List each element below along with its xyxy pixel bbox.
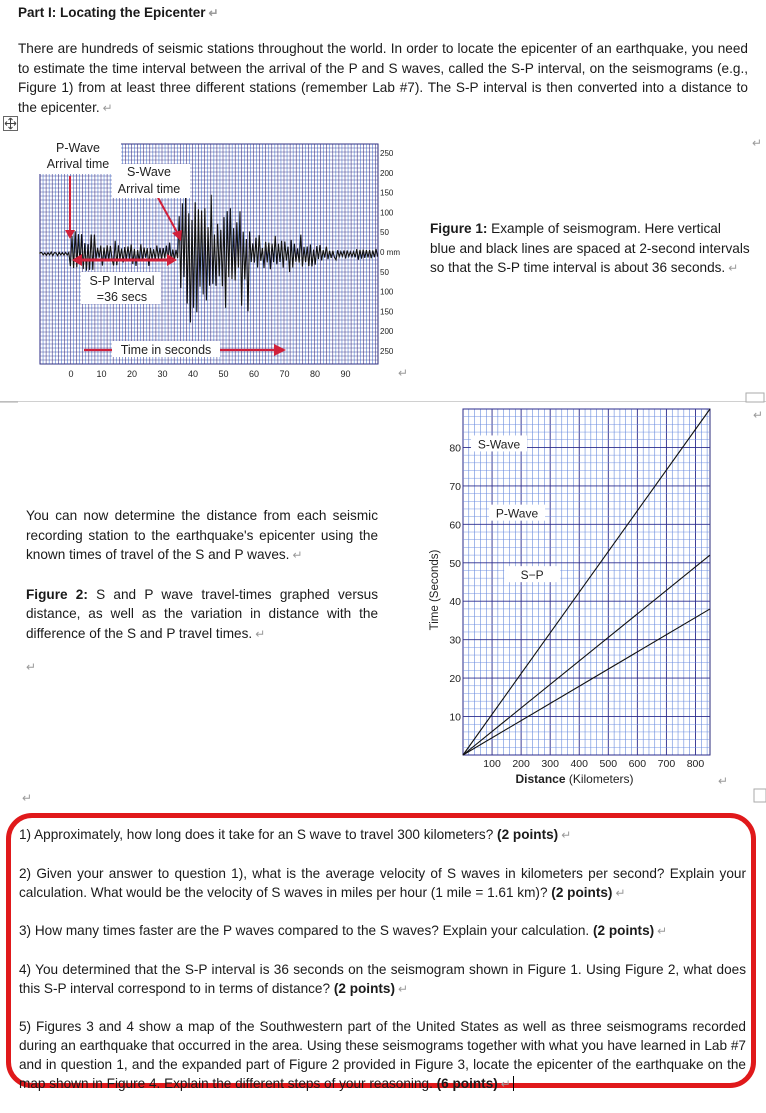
question-3-points: (2 points) — [592, 923, 655, 938]
figure2-caption-paragraph — [26, 585, 378, 645]
figure1-caption-label: Figure 1: — [430, 221, 488, 236]
intro-text: There are hundreds of seismic stations throughout the world. In order to locate the epicenter of an earthquake, you need to estimate the time interval between the arrival of the P and S waves, called the S-P interval, on the seismograms (e.g., Figure 1) from at least three different stations (remember Lab #7). The S-P interval is then converted into a distance to the epicenter. — [18, 41, 748, 115]
seismogram-x-tick: 40 — [187, 369, 199, 379]
seismogram-x-tick: 80 — [309, 369, 321, 379]
time-axis-label: Time in seconds — [120, 343, 212, 357]
x-axis-label: Distance (Kilometers) — [515, 772, 634, 786]
seismogram-amplitude-tick: 50 — [380, 228, 389, 238]
margin-corner-icon — [752, 788, 766, 804]
question-1-text: 1) Approximately, how long does it take for an S wave to travel 300 kilometers? — [19, 827, 498, 842]
seismogram-amplitude-tick: 200 — [380, 327, 394, 337]
question-3 — [19, 921, 746, 941]
seismogram-amplitude-tick: 0 mm — [380, 248, 400, 257]
paragraph-mark: ↵ — [500, 1077, 511, 1091]
figure2-chart — [420, 405, 730, 790]
series-label-1: S-Wave — [477, 437, 521, 452]
x-tick-label: 600 — [628, 758, 647, 770]
y-tick-label: 20 — [449, 673, 461, 686]
margin-corner-icon — [0, 392, 20, 404]
seismogram-amplitude-tick: 250 — [380, 149, 394, 158]
seismogram-amplitude-tick: 150 — [380, 307, 394, 317]
series-label-2: P-Wave — [495, 506, 539, 521]
seismogram-amplitude-tick: 100 — [380, 287, 394, 297]
y-tick-label: 40 — [449, 596, 461, 609]
section-title — [18, 5, 219, 20]
question-1 — [19, 825, 746, 845]
question-5 — [19, 1017, 746, 1094]
y-tick-label: 50 — [449, 557, 461, 570]
seismogram-x-tick: 20 — [126, 369, 138, 379]
p-wave-label: P-Wave — [56, 141, 100, 155]
seismogram-amplitude-tick: 150 — [380, 188, 394, 198]
paragraph-mark: ↵ — [102, 100, 113, 115]
paragraph-mark: ↵ — [718, 774, 729, 788]
question-4-points: (2 points) — [333, 980, 395, 996]
paragraph-mark: ↵ — [728, 261, 739, 275]
x-tick-label: 300 — [541, 758, 559, 770]
seismogram-x-tick: 10 — [96, 369, 107, 379]
figure2-caption — [26, 506, 378, 644]
seismogram-x-tick: 90 — [340, 369, 351, 379]
question-5-points: (6 points) — [436, 1076, 498, 1091]
question-2 — [19, 864, 746, 903]
x-tick-label: 100 — [483, 758, 501, 770]
margin-corner-icon — [744, 392, 766, 404]
question-2-points: (2 points) — [551, 884, 613, 900]
x-tick-label: 700 — [657, 758, 676, 770]
s-wave-label: S-Wave — [127, 165, 171, 179]
paragraph-mark: ↵ — [615, 885, 626, 900]
figure1-caption — [430, 219, 750, 279]
seismogram-x-tick: 30 — [157, 369, 168, 379]
series-label-3: S−P — [520, 568, 544, 583]
x-tick-label: 200 — [512, 758, 530, 770]
paragraph-mark: ↵ — [255, 626, 266, 641]
question-1-points: (2 points) — [497, 827, 559, 842]
seismogram-amplitude-tick: 200 — [380, 168, 394, 178]
seismogram-amplitude-tick: 250 — [380, 347, 394, 356]
paragraph-mark: ↵ — [398, 981, 409, 996]
y-tick-label: 80 — [449, 442, 461, 455]
figure2-caption-text: S and P wave travel-times graphed versus distance, as well as the variation in distance with the difference of the S and P travel times. — [26, 586, 378, 641]
intro-paragraph — [18, 39, 748, 118]
seismogram-x-tick: 70 — [279, 369, 290, 379]
question-4 — [19, 960, 746, 999]
seismogram-amplitude-tick: 100 — [380, 208, 394, 218]
figure2-caption-label: Figure 2: — [26, 586, 88, 602]
figure1-seismogram — [36, 138, 409, 383]
seismogram-amplitude-tick: 50 — [380, 267, 389, 277]
paragraph-mark: ↵ — [657, 924, 668, 938]
x-tick-label: 500 — [599, 758, 618, 770]
sp-interval-label: S-P Interval — [89, 274, 155, 288]
paragraph-mark: ↵ — [561, 828, 572, 842]
paragraph-mark: ↵ — [26, 660, 37, 674]
y-tick-label: 10 — [449, 711, 461, 724]
s-wave-label-2: Arrival time — [117, 182, 181, 196]
figure2-intro-text: You can now determine the distance from each seismic recording station to the earthquake's epicenter using the known times of travel of the S and P waves. — [26, 508, 378, 562]
sp-interval-value: =36 secs — [96, 290, 148, 304]
paragraph-mark: ↵ — [752, 136, 763, 150]
x-tick-label: 800 — [686, 758, 705, 770]
paragraph-mark: ↵ — [208, 6, 219, 20]
seismogram-x-tick: 0 — [68, 369, 74, 379]
seismogram-x-tick: 60 — [248, 369, 260, 379]
paragraph-mark: ↵ — [22, 791, 33, 805]
text-cursor — [513, 1076, 514, 1091]
questions-list — [19, 825, 746, 1113]
y-tick-label: 60 — [449, 519, 461, 532]
paragraph-mark: ↵ — [398, 366, 409, 380]
question-5-text: 5) Figures 3 and 4 show a map of the Southwestern part of the United States as well as three seismograms recorded during an earthquake that occurred in the area. Using these seismograms together with what you have learned in Lab #7 and in question 1, and the expanded part of Figure 2 provided in Figure 3, locate the epicenter of the earthquake on the map shown in Figure 4. Explain the different steps of your reasoning. — [19, 1019, 746, 1091]
table-move-handle-icon[interactable] — [3, 116, 19, 132]
page-divider — [0, 401, 766, 402]
question-3-text: 3) How many times faster are the P waves compared to the S waves? Explain your calculation. — [19, 923, 593, 938]
x-tick-label: 400 — [570, 758, 589, 770]
y-tick-label: 70 — [449, 480, 461, 493]
paragraph-mark: ↵ — [753, 408, 764, 422]
seismogram-x-tick: 50 — [218, 369, 229, 379]
question-2-text: 2) Given your answer to question 1), what is the average velocity of S waves in kilometers per second? Explain your calculation. What would be the velocity of S waves in miles per hour (1 mile = 1.61 km)? — [19, 865, 746, 900]
y-axis-label: Time (Seconds) — [429, 549, 441, 631]
p-wave-label-2: Arrival time — [46, 157, 110, 171]
question-4-text: 4) You determined that the S-P interval is 36 seconds on the seismogram shown in Figure 1. Using Figure 2, what does this S-P interval correspond to in terms of distance? — [19, 961, 746, 996]
figure1-caption-text: Example of seismogram. Here vertical blue and black lines are spaced at 2-second intervals so that the S-P time interval is about 36 seconds. — [430, 221, 750, 275]
figure2-intro — [26, 506, 378, 566]
paragraph-mark: ↵ — [292, 548, 303, 562]
y-tick-label: 30 — [449, 634, 461, 647]
section-title-text: Part I: Locating the Epicenter — [18, 5, 206, 20]
